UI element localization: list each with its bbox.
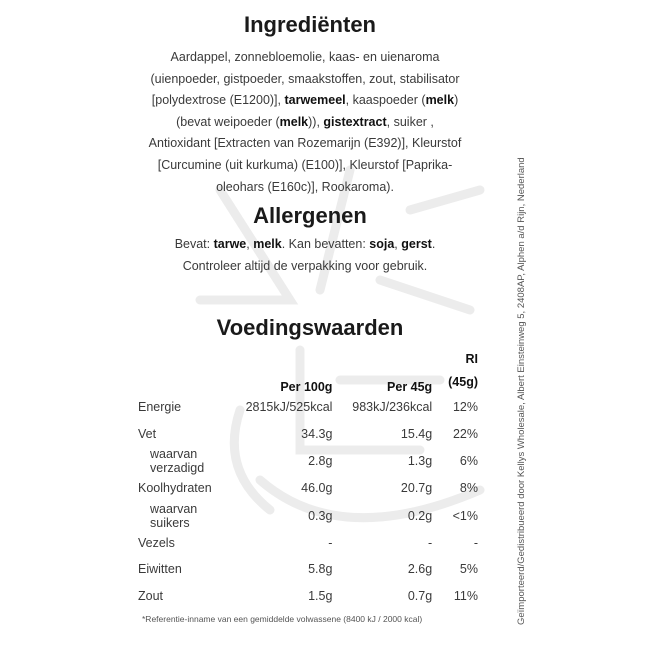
nutrition-cell-per45: 20.7g: [400, 481, 433, 496]
nutrition-cell-label: Energie: [138, 400, 182, 415]
nutrition-cell-label: Vezels: [138, 535, 175, 550]
ingredients-line: [135, 133, 475, 155]
nutrition-cell-ri: 11%: [453, 588, 478, 603]
nutrition-cell-per45: 2.6g: [407, 562, 433, 577]
ingredients-line: [135, 112, 475, 134]
allergens-line: [135, 234, 475, 256]
text-segment: )),: [308, 114, 324, 129]
text-segment: (uienpoeder, gistpoeder, smaakstoffen, zout, stabilisator: [150, 71, 460, 86]
ingredients-line: [135, 155, 475, 177]
nutrition-cell-per100: -: [328, 535, 333, 550]
nutrition-row: [138, 583, 478, 610]
nutrition-row: [138, 394, 478, 421]
header-ri-line1: RI: [465, 352, 478, 366]
header-ri-line2: (45g): [448, 375, 478, 389]
nutrition-row: [138, 556, 478, 583]
allergen-highlight: melk: [425, 93, 455, 108]
allergens-line: [135, 256, 475, 278]
allergen-highlight: gistextract: [323, 114, 387, 129]
nutrition-cell-per45: 983kJ/236kcal: [352, 400, 433, 415]
nutrition-row: [138, 530, 478, 557]
nutrition-row: [138, 447, 478, 475]
nutrition-cell-per45: -: [428, 535, 433, 550]
nutrition-cell-label: Koolhydraten: [138, 481, 212, 496]
text-segment: Bevat:: [174, 237, 214, 251]
allergen-highlight: melk: [279, 114, 309, 129]
header-per100: Per 100g: [280, 380, 333, 394]
nutrition-cell-ri: <1%: [452, 508, 478, 523]
nutrition-cell-ri: 8%: [459, 481, 478, 496]
allergen-highlight: melk: [253, 237, 282, 251]
nutrition-cell-per100: 46.0g: [301, 481, 333, 496]
text-segment: Controleer altijd de verpakking voor gebruik.: [182, 258, 428, 273]
nutrition-row: [138, 475, 478, 502]
nutrition-row: [138, 502, 478, 530]
nutrition-cell-ri: 22%: [452, 426, 478, 441]
nutrition-cell-per100: 1.5g: [308, 588, 333, 603]
nutrition-cell-label: Zout: [138, 588, 164, 603]
allergen-highlight: tarwe: [213, 237, 247, 251]
nutrition-cell-per45: 0.2g: [407, 508, 433, 523]
allergens-title: Allergenen: [253, 203, 367, 228]
nutrition-cell-per45: 15.4g: [400, 426, 433, 441]
allergens-text: [135, 234, 475, 277]
nutrition-cell-label: Vet: [138, 426, 157, 441]
nutrition-cell-label: Eiwitten: [138, 562, 182, 577]
header-ri: [432, 348, 478, 394]
nutrition-cell-per100: 2.8g: [308, 454, 333, 468]
text-segment: , kaaspoeder (: [345, 93, 426, 108]
allergen-highlight: tarwemeel: [284, 93, 346, 108]
ingredients-text: [135, 47, 475, 198]
text-segment: [Curcumine (uit kurkuma) (E100)], Kleurstof [Paprika-: [157, 157, 453, 172]
allergen-highlight: gerst: [401, 237, 432, 251]
nutrition-cell-per45: 0.7g: [407, 588, 433, 603]
nutrition-cell-label: waarvan suikers: [150, 501, 198, 530]
nutrition-cell-per100: 0.3g: [308, 508, 333, 523]
header-per45: Per 45g: [387, 380, 433, 394]
text-segment: .: [431, 237, 436, 251]
ingredients-line: [135, 177, 475, 199]
header-label: [138, 348, 230, 394]
nutrition-row: [138, 421, 478, 448]
nutrition-cell-ri: -: [473, 535, 478, 550]
text-segment: ,: [394, 237, 402, 251]
text-segment: ,: [246, 237, 254, 251]
nutrition-cell-per100: 2815kJ/525kcal: [245, 400, 333, 415]
text-segment: , suiker ,: [386, 114, 434, 129]
reference-footnote: *Referentie-inname van een gemiddelde volwassene (8400 kJ / 2000 kcal): [142, 614, 423, 624]
text-segment: (bevat weipoeder (: [176, 114, 280, 129]
ingredients-line: [135, 47, 475, 69]
text-segment: Antioxidant [Extracten van Rozemarijn (E392)], Kleurstof: [148, 136, 462, 151]
nutrition-cell-label: waarvan verzadigd: [150, 447, 205, 475]
text-segment: . Kan bevatten:: [281, 237, 370, 251]
nutrition-cell-per100: 5.8g: [308, 562, 333, 577]
text-segment: Aardappel, zonnebloemolie, kaas- en uienaroma: [170, 50, 440, 64]
ingredients-line: [135, 90, 475, 112]
distributor-text: Geïmporteerd/Gedistribueerd door Kellys Wholesale, Albert Einsteinweg 5, 2408AP, Alphen a/d Rijn, Nederland: [516, 157, 527, 625]
ingredients-line: [135, 69, 475, 91]
text-segment: [polydextrose (E1200)],: [151, 93, 285, 108]
allergen-highlight: soja: [369, 237, 395, 251]
nutrition-title: Voedingswaarden: [216, 315, 404, 340]
nutrition-cell-ri: 5%: [459, 562, 478, 577]
nutrition-cell-ri: 6%: [459, 454, 478, 468]
ingredients-title: Ingrediënten: [243, 12, 376, 37]
nutrition-cell-per45: 1.3g: [407, 454, 433, 468]
text-segment: ): [454, 93, 459, 108]
nutrition-cell-per100: 34.3g: [301, 426, 333, 441]
nutrition-header-row: [138, 348, 478, 394]
nutrition-cell-ri: 12%: [452, 400, 478, 415]
text-segment: oleohars (E160c)], Rookaroma).: [216, 179, 394, 194]
nutrition-table: [138, 348, 478, 609]
